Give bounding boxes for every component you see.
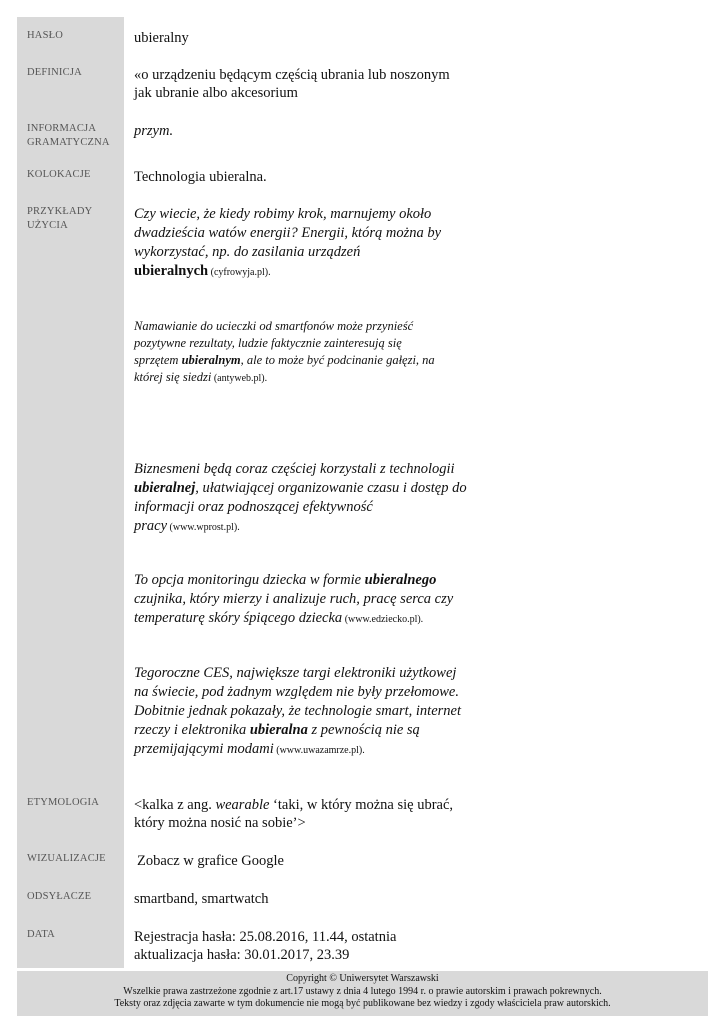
example-4-line	[134, 609, 474, 629]
label-informacja-line1: INFORMACJA	[27, 123, 97, 134]
example-3-headword: ubieralnej	[134, 480, 196, 496]
label-odsylacze: ODSYŁACZE	[27, 891, 92, 902]
example-2-line	[134, 369, 464, 387]
example-5-source: (www.uwazamrze.pl).	[273, 745, 365, 756]
example-4-source: (www.edziecko.pl).	[342, 614, 424, 625]
label-definicja: DEFINICJA	[27, 67, 82, 78]
dates-line1: Rejestracja hasła: 25.08.2016, 11.44, ostatnia	[134, 929, 397, 945]
example-4	[134, 571, 474, 629]
footer-notice: Teksty oraz zdjęcia zawarte w tym dokumencie nie mogą być publikowane bez wiedzy i zgody właściciela praw autorskich.	[114, 998, 611, 1009]
example-3-line	[134, 517, 474, 537]
etymology-text: ‘taki, w który można się ubrać,	[269, 797, 454, 813]
example-2-line: Namawianie do ucieczki od smartfonów może przynieść	[134, 319, 414, 333]
google-images-link[interactable]: Zobacz w grafice Google	[137, 853, 284, 869]
label-kolokacje: KOLOKACJE	[27, 169, 91, 180]
etymology-source-word: wearable	[215, 797, 270, 813]
example-1-line	[134, 262, 474, 282]
example-1-source: (cyfrowyja.pl).	[208, 267, 271, 278]
label-etymologia: ETYMOLOGIA	[27, 797, 99, 808]
example-2-text: , ale to może być podcinanie gałęzi, na	[240, 353, 435, 367]
label-przyklady-line1: PRZYKŁADY	[27, 206, 93, 217]
collocations: Technologia ubieralna.	[134, 169, 267, 185]
example-2-line	[134, 352, 464, 369]
example-5-text: przemijającymi modami	[134, 741, 274, 757]
label-haslo: HASŁO	[27, 30, 64, 41]
label-wizualizacje: WIZUALIZACJE	[27, 853, 106, 864]
example-5-text: z pewnością nie są	[307, 722, 420, 738]
copyright-footer	[17, 971, 708, 1016]
definition-line1: «o urządzeniu będącym częścią ubrania lub noszonym	[134, 67, 450, 83]
example-5	[134, 664, 474, 760]
example-4-line: czujnika, który mierzy i analizuje ruch, pracę serca czy	[134, 591, 454, 607]
label-data: DATA	[27, 929, 55, 940]
example-1-line: wykorzystać, np. do zasilania urządzeń	[134, 244, 361, 260]
example-1-headword: ubieralnych	[134, 263, 209, 279]
example-5-line	[134, 740, 474, 760]
example-2-text: której się siedzi	[134, 370, 212, 384]
example-4-headword: ubieralnego	[364, 572, 437, 588]
dates-line2: aktualizacja hasła: 30.01.2017, 23.39	[134, 947, 350, 963]
example-2-source: (antyweb.pl).	[211, 373, 268, 384]
example-5-headword: ubieralna	[249, 722, 308, 738]
grammatical-info: przym.	[134, 123, 174, 139]
footer-rights: Wszelkie prawa zastrzeżone zgodnie z art.17 ustawy z dnia 4 lutego 1994 r. o prawie autorskim i prawach pokrewnych.	[123, 985, 602, 997]
example-1-line: Czy wiecie, że kiedy robimy krok, marnujemy około	[134, 206, 432, 222]
etymology-line2: który można nosić na sobie’>	[134, 815, 306, 831]
example-4-text: To opcja monitoringu dziecka w formie	[134, 572, 365, 588]
label-przyklady-uzycia	[27, 205, 92, 233]
dates	[134, 928, 396, 964]
example-3-line: informacji oraz podnoszącej efektywność	[134, 499, 373, 515]
example-5-line: Tegoroczne CES, największe targi elektroniki użytkowej	[134, 665, 457, 681]
example-1-line: dwadzieścia watów energii? Energii, którą można by	[134, 225, 442, 241]
example-5-line: Dobitnie jednak pokazały, że technologie smart, internet	[134, 703, 461, 719]
example-2-text: sprzętem	[134, 353, 182, 367]
example-4-line	[134, 571, 474, 590]
example-2-headword: ubieralnym	[181, 353, 241, 367]
example-5-line: na świecie, pod żadnym względem nie były przełomowe.	[134, 684, 459, 700]
etymology	[134, 796, 453, 832]
example-3-line: Biznesmeni będą coraz częściej korzystali z technologii	[134, 461, 455, 477]
example-3	[134, 460, 474, 537]
example-3-text: pracy	[134, 518, 168, 534]
example-3-text: , ułatwiającej organizowanie czasu i dostęp do	[195, 480, 467, 496]
etymology-text: <kalka z ang.	[134, 797, 216, 813]
example-3-line	[134, 479, 474, 498]
label-informacja-line2: GRAMATYCZNA	[27, 137, 110, 148]
example-2	[134, 318, 464, 387]
headword: ubieralny	[134, 30, 189, 46]
example-3-source: (www.wprost.pl).	[167, 522, 240, 533]
definition	[134, 66, 450, 102]
label-column	[17, 17, 124, 968]
example-4-text: temperaturę skóry śpiącego dziecka	[134, 610, 343, 626]
footer-copyright: Copyright © Uniwersytet Warszawski	[286, 973, 439, 984]
example-5-text: rzeczy i elektronika	[134, 722, 250, 738]
example-5-line	[134, 721, 474, 740]
cross-references: smartband, smartwatch	[134, 891, 269, 907]
example-1	[134, 205, 474, 282]
label-przyklady-line2: UŻYCIA	[27, 220, 68, 231]
definition-line2: jak ubranie albo akcesorium	[134, 85, 298, 101]
example-2-line: pozytywne rezultaty, ludzie faktycznie zainteresują się	[134, 336, 402, 350]
etymology-line1	[134, 796, 453, 814]
label-informacja-gramatyczna	[27, 122, 110, 150]
